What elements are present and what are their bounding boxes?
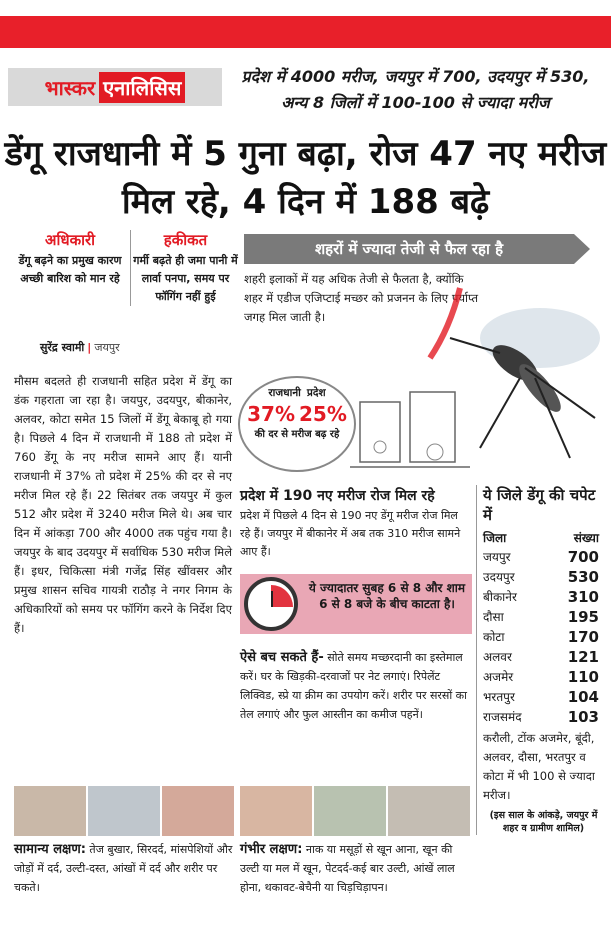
symptom-photo-stomach (388, 786, 470, 836)
prevention-title: ऐसे बच सकते हैं- (240, 650, 324, 665)
badge-value-capital: 37% (247, 402, 295, 426)
table-row (483, 687, 599, 707)
district-count: 103 (567, 708, 599, 726)
district-name: दौसा (483, 610, 504, 624)
badge-value-state: 25% (299, 402, 347, 426)
symptom-photo-gums (240, 786, 312, 836)
bite-time-box (240, 574, 472, 634)
district-count: 530 (567, 568, 599, 586)
reporter-byline (40, 340, 120, 355)
table-row (483, 667, 599, 687)
symptom-photo-vomit (314, 786, 386, 836)
district-count: 195 (567, 608, 599, 626)
table-row (483, 647, 599, 667)
kicker-row (0, 58, 611, 128)
district-name: भरतपुर (483, 690, 515, 704)
table-row (483, 587, 599, 607)
city-sketch (350, 372, 470, 482)
bite-time-text: ये ज्यादातर सुबह 6 से 8 और शाम 6 से 8 बजे के बीच काटता है। (308, 581, 466, 611)
district-count: 121 (567, 648, 599, 666)
table-row (483, 627, 599, 647)
prevention-section (240, 648, 470, 724)
official-text: डेंगू बढ़ने का प्रमुख कारण अच्छी बारिश को मान रहे (18, 254, 122, 285)
districts-table (483, 529, 599, 727)
reporter-location: जयपुर (94, 341, 120, 354)
official-box (14, 230, 126, 288)
col-district: जिला (483, 531, 507, 545)
symptom-photo-pain (162, 786, 234, 836)
district-name: अलवर (483, 650, 512, 664)
serious-symptoms-title: गंभीर लक्षण: (240, 842, 303, 857)
district-count: 104 (567, 688, 599, 706)
common-symptoms-text: तेज बुखार, सिरदर्द, मांसपेशियों और जोड़ों में दर्द, उल्टी-दस्त, आंखों में दर्द और शरीर पर चकते। (14, 843, 233, 894)
district-name: अजमेर (483, 670, 514, 684)
districts-footer: करौली, टोंक अजमेर, बूंदी, अलवर, दौसा, भरतपुर व कोटा में भी 100 से ज्यादा मरीज। (483, 731, 595, 802)
serious-symptoms (240, 840, 472, 897)
district-count: 110 (567, 668, 599, 686)
table-row (483, 567, 599, 587)
district-name: राजसमंद (483, 710, 522, 724)
city-banner: शहरों में ज्यादा तेजी से फैल रहा है (244, 234, 574, 264)
state-cases-heading: प्रदेश में 190 नए मरीज रोज मिल रहे (240, 488, 435, 504)
state-cases-text: प्रदेश में पिछले 4 दिन से 190 नए डेंगू मरीज रोज मिल रहे हैं। जयपुर में बीकानेर में अब तक 310 मरीज सामने आए हैं। (240, 509, 461, 558)
brand-logo (8, 68, 222, 106)
badge-label-state: प्रदेश (306, 387, 326, 399)
table-row (483, 607, 599, 627)
kicker-text: प्रदेश में 4000 मरीज, जयपुर में 700, उदयपुर में 530, अन्य 8 जिलों में 100-100 से ज्यादा मरीज (241, 67, 590, 112)
main-article-body: मौसम बदलते ही राजधानी सहित प्रदेश में डेंगू का डंक गहराता जा रहा है। जयपुर, उदयपुर, बीकानेर, अलवर, कोटा समेत 15 जिलों में डेंगू बेकाबू हो गया है। पिछले 4 दिन में राजधानी में 188 तो प्रदेश में 760 डेंगू के नए मरीज सामने आए हैं। यानी राजधानी में 37% तो प्रदेश में 25% की दर से नए मरीज मिल रहे हैं। 22 सितंबर तक जयपुर में कुल 512 और प्रदेश में 3240 मरीज मिले थे। अब चार दिन में आंकड़ा 700 और 4000 तक पहुंच गया है। जयपुर के बाद उदयपुर में सर्वाधिक 530 मरीज मिले हैं। इधर, चिकित्सा मंत्री गजेंद्र सिंह खींवसर और प्रमुख शासन सचिव गायत्री राठौड़ ने नगर निगम के अधिकारियों को समय पर फॉगिंग करने के निर्देश दिए हैं। (14, 374, 232, 635)
symptom-photo-fever (14, 786, 86, 836)
district-count: 170 (567, 628, 599, 646)
district-name: बीकानेर (483, 590, 517, 604)
top-red-bar (0, 16, 611, 48)
badge-label-capital: राजधानी (268, 387, 301, 399)
clock-icon (244, 577, 298, 631)
symptom-photo-headache (88, 786, 160, 836)
districts-panel (476, 485, 604, 835)
reality-label: हकीकत (163, 231, 208, 249)
table-row (483, 547, 599, 567)
serious-symptoms-text: नाक या मसूड़ों से खून आना, खून की उल्टी या मल में खून, पेटदर्द-कई बार उल्टी, आंखें लाल होना, थकावट-बेचैनी या चिड़चिड़ापन। (240, 843, 455, 894)
badge-caption: की दर से मरीज बढ़ रहे (254, 429, 340, 440)
district-name: जयपुर (483, 550, 511, 564)
district-name: कोटा (483, 630, 505, 644)
common-symptoms-title: सामान्य लक्षण: (14, 842, 86, 857)
prevention-text: सोते समय मच्छरदानी का इस्तेमाल करें। घर के खिड़की-दरवाजों पर नेट लगाएं। रिपेलेंट लिक्विड, स्प्रे या क्रीम का उपयोग करें। शरीर पर सरसों का तेल लगाएं और फुल आस्तीन का कमीज पहनें। (240, 651, 467, 721)
rate-badge (238, 376, 356, 472)
city-text: शहरी इलाकों में यह अधिक तेजी से फैलता है, क्योंकि शहर में एडीज एजिप्टाई मच्छर को प्रजनन के लिए पर्याप्त जगह मिल जाती है। (244, 272, 479, 324)
brand-part1: भास्कर (44, 75, 96, 100)
headline: डेंगू राजधानी में 5 गुना बढ़ा, रोज 47 नए मरीज मिल रहे, 4 दिन में 188 बढ़े (4, 134, 607, 222)
district-count: 310 (567, 588, 599, 606)
districts-note: (इस साल के आंकड़े, जयपुर में शहर व ग्रामीण शामिल) (489, 810, 598, 834)
district-count: 700 (567, 548, 599, 566)
reality-text: गर्मी बढ़ते ही जमा पानी में लार्वा पनपा, समय पर फॉगिंग नहीं हुई (133, 254, 238, 303)
official-label: अधिकारी (45, 231, 95, 249)
reporter-name: सुरेंद्र स्वामी (40, 341, 85, 354)
districts-heading: ये जिले डेंगू की चपेट में (483, 486, 596, 524)
col-count: संख्या (573, 531, 599, 545)
reality-box (130, 230, 240, 306)
byline-separator: | (87, 341, 92, 354)
table-row (483, 707, 599, 727)
state-cases-section (240, 485, 470, 561)
brand-part2: एनालिसिस (99, 72, 185, 103)
common-symptoms (14, 840, 234, 897)
district-name: उदयपुर (483, 570, 515, 584)
districts-table-header (483, 529, 599, 547)
